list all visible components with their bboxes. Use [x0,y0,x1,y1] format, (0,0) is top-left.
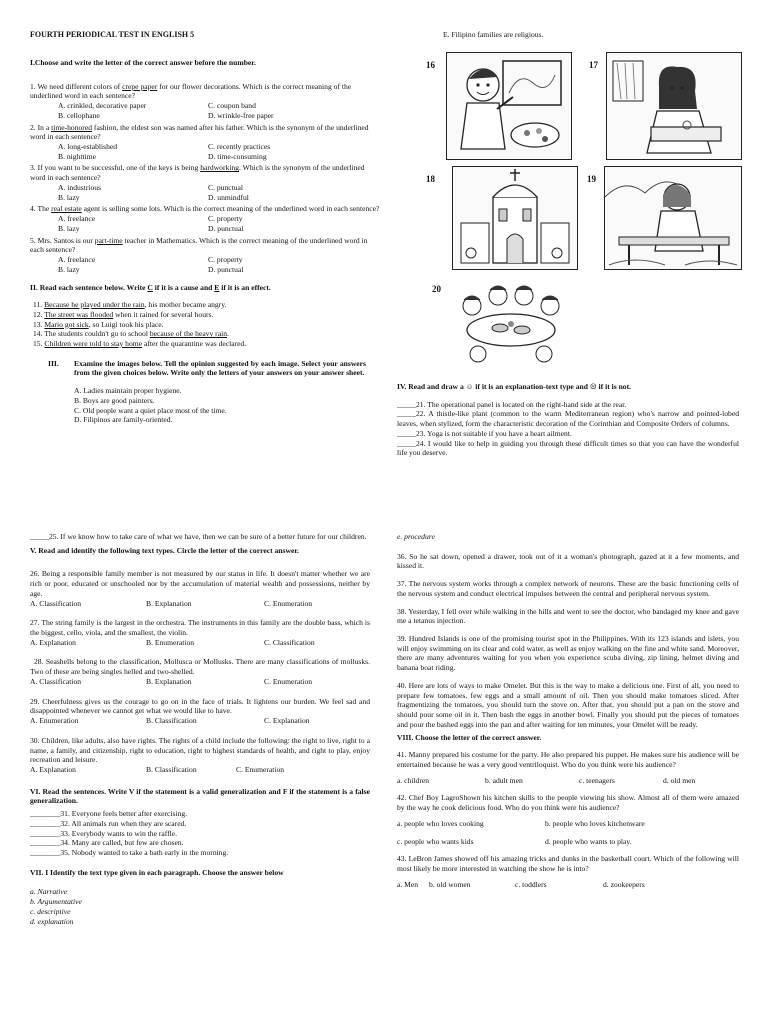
list-item: _____24. I would like to help in guiding you through these difficult times so that you can have the wonderful life you deserve. [397,438,739,458]
image-boy-painting [446,52,572,160]
page-title: FOURTH PERIODICAL TEST IN ENGLISH 5 [30,30,195,39]
question-2: 2. In a time-honored fashion, the eldest son was named after his father. Which is the synonym of the underlined word in each sentence? A. long-established C. recently practices B. nighttime D. time-consuming [30,122,369,161]
question-1: 1. We need different colors of crepe paper for our flower decorations. Which is the correct meaning of the underlined word in each sentence? A. crinkled, decorative paper C. coupon band B. cellophane D. wrinkle-free paper [30,81,352,120]
part7-choice-e: e. procedure [397,532,435,541]
question-42-options-1: a. people who loves cooking b. people who loves kitchenware [397,818,645,828]
left-top-column [30,58,382,425]
lady-washing-icon [607,53,741,159]
list-item: 11. Because he played under the rain, his mother became angry. [33,300,227,310]
part6-heading: VI. Read the sentences. Write V if the statement is a valid generalization and F if the statement is a false generalization. [30,786,370,806]
question-41-options: a. children b. adult men c. teenagers d. old men [397,775,696,785]
question-40: 40. Here are lots of ways to make Omelet. But this is the way to make a delicious one. First of all, you need to prepare few tomatoes, few eggs and a small amount of oil. Then you should make tomatoes sliced. After fragmentizing the tomatoes, you should turn the stove on. After that, you should put a pan on the stove and should pour some oil in it. Then bash the eggs in another bowl. Finally you should put the pieces of tomatoes and pour the bashed eggs into the pan and after waiting for ten minutes, your Omelet will be ready. [397,680,739,729]
family-meal-icon [452,276,570,368]
question-43-options: a. Men b. old women c. toddlers d. zookeepers [397,879,645,889]
right-bottom-column [397,532,739,889]
image-label-18: 18 [426,174,435,184]
list-item: _____23. Yoga is not suitable if you have a heart ailment. [397,428,572,438]
list-item: 13. Mario got sick, so Luigi took his place. [33,319,164,329]
list-item: ________35. Nobody wanted to take a bath early in the morning. [30,847,229,857]
question-42-options-2: c. people who wants kids d. people who wants to play. [397,836,632,846]
part1-heading: I.Choose and write the letter of the correct answer before the number. [30,58,256,67]
list-item: ________31. Everyone feels better after exercising. [30,809,188,819]
question-39: 39. Hundred Islands is one of the promising tourist spot in the Philippines. With its 123 islands and islets, you will enjoy swimming on its clear and cold water, as well as enjoy walking on the fine and white sand. Moreover, there are many adventures waiting for you when you experience scuba diving, zip lining, helmet diving and banana boat riding. [397,634,739,673]
boy-painting-icon [447,53,571,159]
image-label-16: 16 [426,60,435,70]
church-icon [453,167,577,269]
list-item: ________33. Everybody wants to win the raffle. [30,828,178,838]
list-item: _____21. The operational panel is located on the right-hand side at the rear. [397,399,627,409]
question-28: 28. Seashells belong to the classification, Mollusca or Mollusks. There are many classifications of mollusks. Two of these are being singles helled and two-shelled. A. Classification B. Explanation C. Enumeration [30,657,370,686]
old-woman-icon [605,167,741,269]
question-42: 42. Chef Boy LagroShown his kitchen skills to the people viewing his show. Almost all of them were amazed by the way he cook delicious food. Who do you think were his audience? [397,793,739,813]
image-old-woman-bench [604,166,742,270]
left-bottom-column [30,532,370,926]
part2-list [30,300,382,349]
question-26: 26. Being a responsible family member is not measured by our status in life. It doesn't matter whether we are rich or poor, educated or unschooled nor by the accumulation of material wealth and possessions, neither by age. A. Classification B. Explanation C. Enumeration [30,569,370,608]
question-37: 37. The nervous system works through a complex network of neurons. These are the basic functioning cells of the nervous system and conduct electrical impulses between the central and peripheral nervous system. [397,579,739,598]
image-lady-washing [606,52,742,160]
image-label-19: 19 [587,174,596,184]
list-item: _____22. A thistle-like plant (common to the warm Mediterranean region) who's narrow and pointed-lobed leaves, when stylized, form the characteristic decoration of the Corinthian and Composite Orders of columns. [397,409,739,429]
question-43: 43. LeBron James showed off his amazing tricks and dunks in the basketball court. Which of the following will most likely be more interested in watching the show he is into? [397,854,739,873]
part8-heading: VIII. Choose the letter of the correct answer. [397,732,542,742]
part7-choices: a. Narrative b. Argumentative c. descriptive d. explanation [30,887,82,926]
question-27: 27. The string family is the largest in the orchestra. The instruments in this family are the double bass, which is the biggest, cello, viola, and the smallest, the violin. A. Explanation B. Enumeration C. Classification [30,618,370,647]
list-item: ________34. Many are called, but few are chosen. [30,838,184,848]
image-church [452,166,578,270]
question-29: 29. Cheerfulness gives us the courage to go on in the face of trials. It lightens our burden. We feel sad and disappointed whenever we cannot get what we would like to have. A. Enumeration B. Classification C. Explanation [30,696,370,726]
list-item: 15. Children were told to stay home after the quarantine was declared. [33,338,247,348]
question-5: 5. Mrs. Santos is our part-time teacher in Mathematics. Which is the correct meaning of the underlined word in each sentence? A. freelance C. property B. lazy D. punctual [30,235,368,274]
list-item: 14. The students couldn't go to school because of the heavy rain. [33,329,229,339]
part3-choices: A. Ladies maintain proper hygiene. B. Boys are good painters. C. Old people want a quiet place most of the time. D. Filipinos are family-oriented. [74,386,227,425]
image-label-17: 17 [589,60,598,70]
question-3: 3. If you want to be successful, one of the keys is being hardworking. Which is the synonym of the underlined word in each sentence? A. industrious C. punctual B. lazy D. unmindful [30,163,365,202]
image-family-meal [452,276,570,368]
part3-choice-e: E. Filipino families are religious. [443,30,544,39]
question-25: _____25. If we know how to take care of what we have, then we can be sure of a better future for our children. [30,532,367,541]
part2-heading: II. Read each sentence below. Write C if it is a cause and E if it is an effect. [30,283,271,293]
image-label-20: 20 [432,284,441,294]
part5-heading: V. Read and identify the following text types. Circle the letter of the correct answer. [30,545,299,555]
part6-list [30,809,370,858]
part4-heading: IV. Read and draw a ☺ if it is an explanation-text type and ☹ if it is not. [397,382,632,391]
question-30: 30. Children, like adults, also have rights. The rights of a child include the following: the right to live, right to a name, a family, and citizenship, right to education, right to highest standards of health, and right to play, enjoy recreation and leisure. A. Explanation B. Classification C. Enumeration [30,735,370,774]
question-4: 4. The real estate agent is selling some lots. Which is the correct meaning of the underlined word in each sentence? A. freelance C. property B. lazy D. punctual [30,204,380,233]
list-item: 12. The street was flooded when it rained for several hours. [33,309,214,319]
part7-heading: VII. I Identify the text type given in each paragraph. Choose the answer below [30,867,284,877]
question-36: 36. So he sat down, opened a drawer, took out of it a woman's photograph, gazed at it a few moments, and kissed it. [397,551,739,571]
list-item: ________32. All animals run when they are scared. [30,818,187,828]
part3-heading: III. Examine the images below. Tell the opinion suggested by each image. Select your answers from the given choices below. Write only the letters of your answers on your answer sheet. [48,358,366,378]
question-41: 41. Manny prepared his costume for the party. He also prepared his puppet. He makes sure his audience will be entertained because he was a very good ventriloquist. Who do you think were his audience? [397,750,739,769]
part4-section [397,382,739,458]
question-38: 38. Yesterday, I fell over while walking in the hills and went to see the doctor, who bandaged my knee and gave me a tetanus injection. [397,606,739,626]
